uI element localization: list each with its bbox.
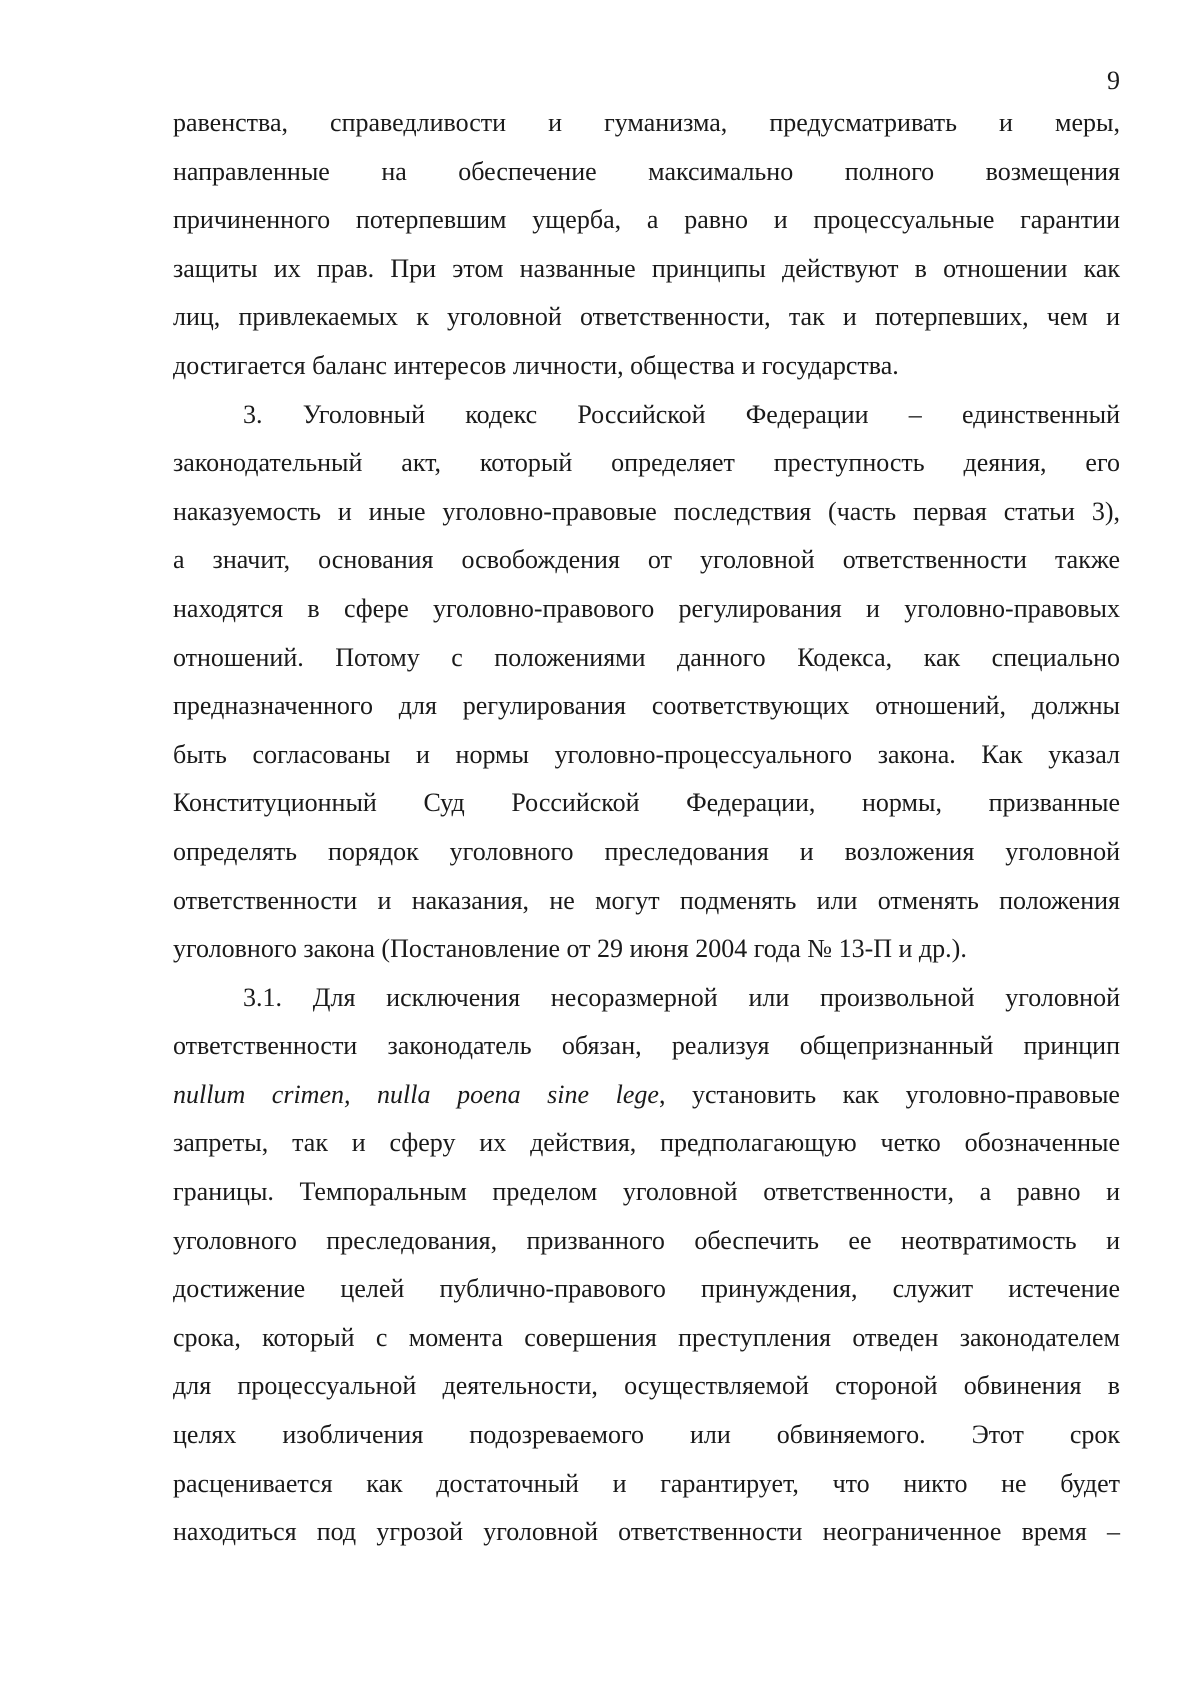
text-line: причиненного потерпевшим ущерба, а равно и процессуальные гарантии	[173, 205, 1120, 235]
text-line: защиты их прав. При этом названные принципы действуют в отношении как	[173, 253, 1120, 283]
text-line: целях изобличения подозреваемого или обвиняемого. Этот срок	[173, 1420, 1120, 1450]
text-line: 3. Уголовный кодекс Российской Федерации – единственный	[243, 399, 1120, 429]
text-line-with-italic	[173, 1071, 1120, 1120]
text-line: расценивается как достаточный и гарантирует, что никто не будет	[173, 1468, 1120, 1498]
text-line: уголовного преследования, призванного обеспечить ее неотвратимость и	[173, 1225, 1120, 1255]
text-line: границы. Темпоральным пределом уголовной ответственности, а равно и	[173, 1177, 1120, 1207]
text-line: наказуемость и иные уголовно-правовые последствия (часть первая статьи 3),	[173, 496, 1120, 526]
text-line: законодательный акт, который определяет преступность деяния, его	[173, 448, 1120, 478]
text-line: равенства, справедливости и гуманизма, предусматривать и меры,	[173, 108, 1120, 137]
text-line: достигается баланс интересов личности, общества и государства.	[173, 350, 899, 380]
text-line: ответственности и наказания, не могут подменять или отменять положения	[173, 885, 1120, 915]
text-fragment: , установить как уголовно-правовые	[658, 1079, 1120, 1109]
page-number: 9	[1107, 66, 1120, 95]
text-line: достижение целей публично-правового принуждения, служит истечение	[173, 1274, 1120, 1304]
text-line: находятся в сфере уголовно-правового регулирования и уголовно-правовых	[173, 593, 1120, 623]
document-body	[173, 99, 1120, 1557]
text-line: для процессуальной деятельности, осуществляемой стороной обвинения в	[173, 1371, 1120, 1401]
text-line: Конституционный Суд Российской Федерации, нормы, призванные	[173, 788, 1120, 818]
text-line: лиц, привлекаемых к уголовной ответственности, так и потерпевших, чем и	[173, 302, 1120, 332]
text-line: а значит, основания освобождения от уголовной ответственности также	[173, 545, 1120, 575]
latin-maxim: nullum crimen, nulla poena sine lege	[173, 1079, 659, 1109]
text-line: быть согласованы и нормы уголовно-процессуального закона. Как указал	[173, 739, 1120, 769]
text-line: запреты, так и сферу их действия, предполагающую четко обозначенные	[173, 1128, 1120, 1158]
text-line: уголовного закона (Постановление от 29 июня 2004 года № 13-П и др.).	[173, 934, 967, 964]
text-line: определять порядок уголовного преследования и возложения уголовной	[173, 836, 1120, 866]
text-line: предназначенного для регулирования соответствующих отношений, должны	[173, 691, 1120, 721]
text-line: ответственности законодатель обязан, реализуя общепризнанный принцип	[173, 1031, 1120, 1061]
text-line: отношений. Потому с положениями данного Кодекса, как специально	[173, 642, 1120, 672]
text-line: срока, который с момента совершения преступления отведен законодателем	[173, 1322, 1120, 1352]
text-line: находиться под угрозой уголовной ответственности неограниченное время –	[173, 1517, 1120, 1547]
text-line: направленные на обеспечение максимально полного возмещения	[173, 156, 1120, 186]
text-line: 3.1. Для исключения несоразмерной или произвольной уголовной	[243, 982, 1120, 1012]
